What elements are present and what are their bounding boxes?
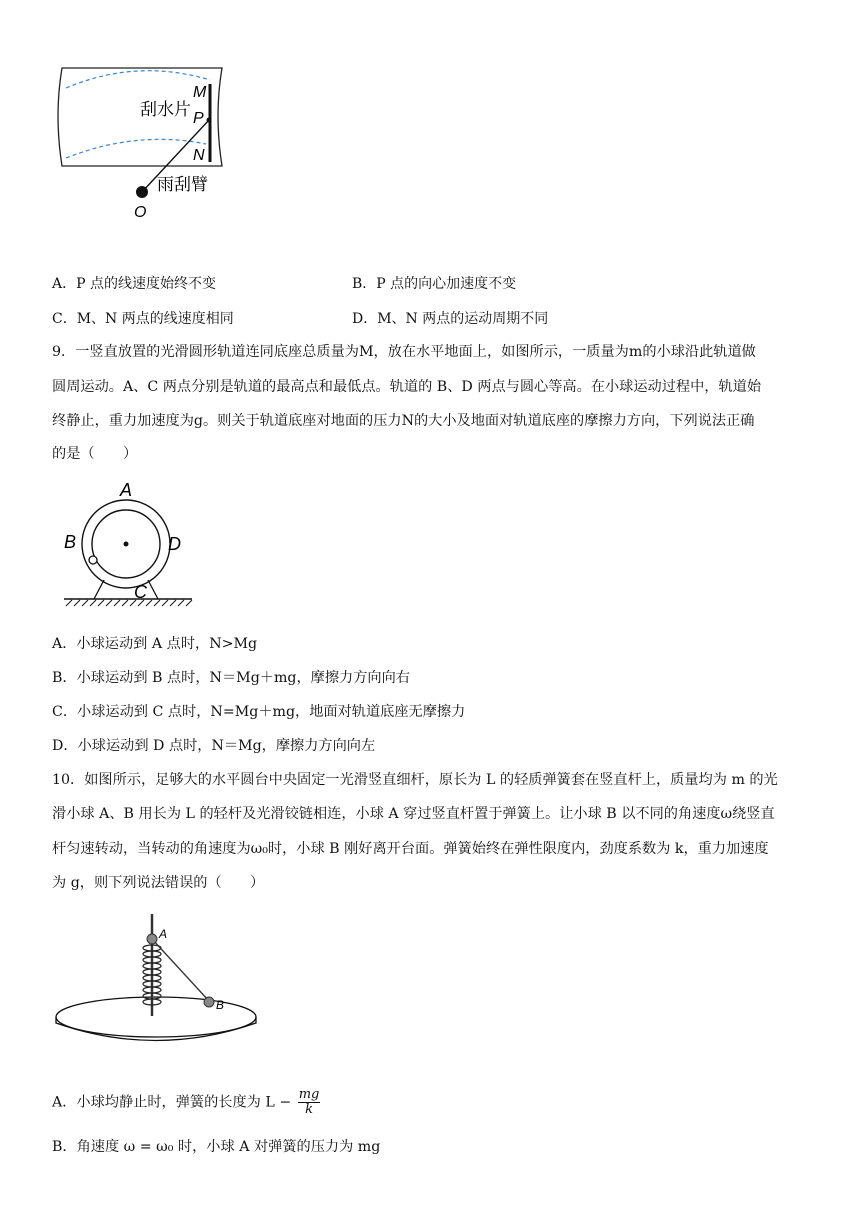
q9-stem-line2: 圆周运动。A、C 两点分别是轨道的最高点和最低点。轨道的 B、D 两点与圆心等高。在小球运动过程中，轨道始	[52, 379, 762, 395]
q10-option-b: B．角速度 ω = ω₀ 时，小球 A 对弹簧的压力为 mg	[52, 1139, 381, 1155]
track-figure	[58, 478, 198, 608]
label-A: A	[120, 480, 133, 500]
q8-option-a: A．P 点的线速度始终不变	[52, 276, 216, 292]
fraction-denominator: k	[305, 1102, 313, 1117]
label-B: B	[64, 532, 77, 552]
q10-stem-line1: 10．如图所示，足够大的水平圆台中央固定一光滑竖直细杆，原长为 L 的轻质弹簧套在竖直杆上，质量均为 m 的光	[52, 772, 778, 788]
q10-option-a	[52, 1088, 320, 1117]
q10-stem-line3: 杆匀速转动，当转动的角速度为ω₀时，小球 B 刚好离开台面。弹簧始终在弹性限度内，劲度系数为 k，重力加速度	[52, 841, 769, 857]
fraction-numerator: mg	[298, 1087, 320, 1102]
q9-stem-line3: 终静止，重力加速度为g。则关于轨道底座对地面的压力N的大小及地面对轨道底座的摩擦力方向，下列说法正确	[52, 413, 755, 429]
label-A: A	[159, 927, 168, 941]
q9-stem-line1: 9．一竖直放置的光滑圆形轨道连同底座总质量为M，放在水平地面上，如图所示，一质量为m的小球沿此轨道做	[52, 344, 756, 360]
label-arm: 雨刮臂	[157, 175, 208, 194]
q8-option-c: C．M、N 两点的线速度相同	[52, 311, 234, 327]
label-D: D	[168, 534, 181, 554]
label-O: O	[134, 204, 147, 221]
turntable-figure	[52, 908, 272, 1048]
q9-option-c: C．小球运动到 C 点时，N=Mg＋mg，地面对轨道底座无摩擦力	[52, 704, 466, 720]
q10-option-a-text: A．小球均静止时，弹簧的长度为 L −	[52, 1094, 292, 1111]
q9-option-b: B．小球运动到 B 点时，N＝Mg＋mg，摩擦力方向向右	[52, 670, 410, 686]
wiper-figure	[52, 60, 242, 225]
label-M: M	[193, 84, 207, 101]
q10-stem-line2: 滑小球 A、B 用长为 L 的轻杆及光滑铰链相连，小球 A 穿过竖直杆置于弹簧上。让小球 B 以不同的角速度ω绕竖直	[52, 806, 775, 822]
q10-stem-line4: 为 g，则下列说法错误的（ ）	[52, 875, 265, 891]
q9-stem-line4: 的是（ ）	[52, 446, 138, 462]
q8-option-d: D．M、N 两点的运动周期不同	[352, 311, 549, 327]
fraction-mg-over-k	[298, 1088, 321, 1117]
label-blade: 刮水片	[140, 100, 191, 119]
label-P: P	[193, 110, 204, 127]
q9-option-d: D．小球运动到 D 点时，N＝Mg，摩擦力方向向左	[52, 738, 376, 754]
q9-option-a: A．小球运动到 A 点时，N>Mg	[52, 636, 258, 652]
label-B: B	[216, 998, 225, 1012]
label-N: N	[193, 147, 205, 164]
label-C: C	[134, 582, 147, 602]
q8-option-b: B．P 点的向心加速度不变	[352, 276, 517, 292]
